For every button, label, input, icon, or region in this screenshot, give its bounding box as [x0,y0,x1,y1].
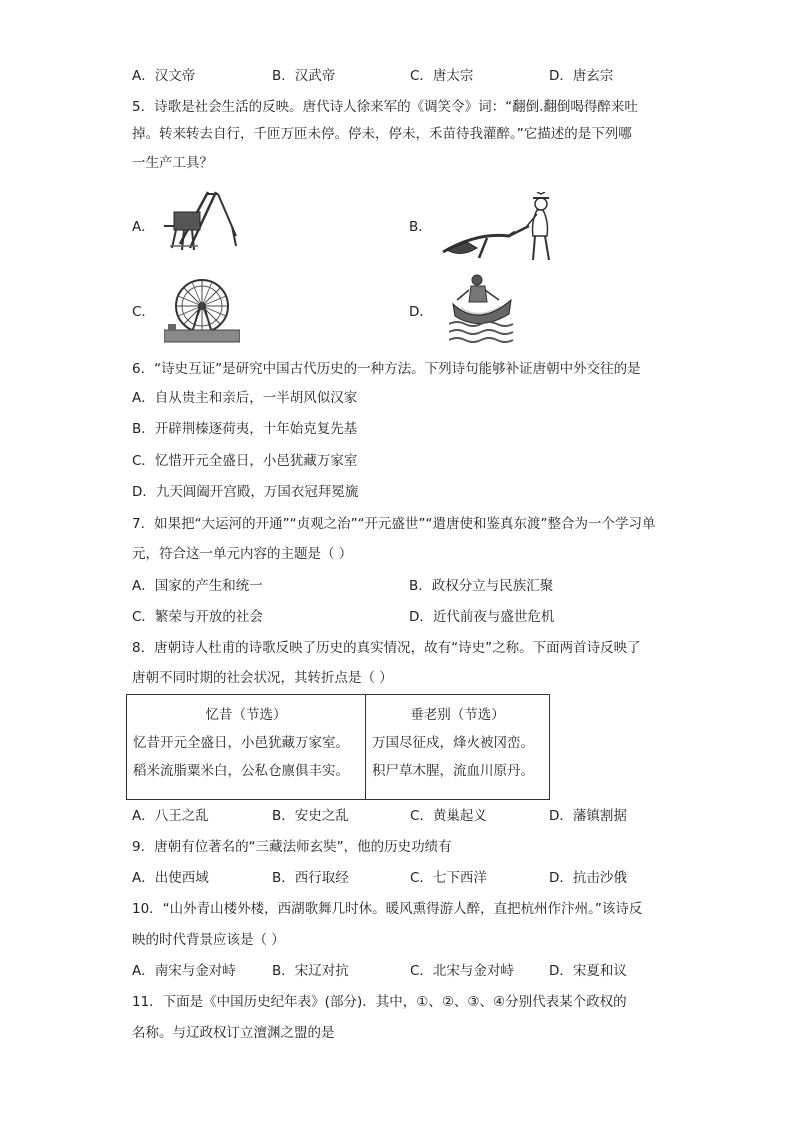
poem-right-line-1: 万国尽征戍，烽火被冈峦。 [372,735,534,751]
q10-option-d[interactable]: D．宋夏和议 [549,963,627,979]
poem-left-line-1: 忆昔开元全盛日，小邑犹藏万家室。 [133,735,349,751]
q8-stem-line-1: 8．唐朝诗人杜甫的诗歌反映了历史的真实情况，故有“诗史”之称。下面两首诗反映了 [132,640,641,656]
q8-option-b[interactable]: B．安史之乱 [272,808,349,824]
q4-option-a[interactable]: A．汉文帝 [132,68,196,84]
q5-option-a-label: A． [132,219,155,235]
q10-stem-line-2: 映的时代背景应该是（ ） [132,932,285,948]
q11-stem-line-2: 名称。与辽政权订立澶渊之盟的是 [132,1025,335,1041]
q8-option-c[interactable]: C．黄巢起义 [410,808,487,824]
q8-stem-line-2: 唐朝不同时期的社会状况，其转折点是（ ） [132,670,393,686]
q10-option-a[interactable]: A．南宋与金对峙 [132,963,236,979]
waterwheel-icon [164,274,240,344]
poem-left-line-2: 稻米流脂粟米白，公私仓廪俱丰实。 [133,763,349,779]
boat-icon [449,270,519,346]
q7-option-d[interactable]: D．近代前夜与盛世危机 [409,609,555,625]
q9-stem: 9．唐朝有位著名的“三藏法师玄奘”，他的历史功绩有 [132,839,452,855]
q11-stem-line-1: 11．下面是《中国历史纪年表》(部分)．其中，①、②、③、④分别代表某个政权的 [132,994,627,1010]
q10-stem-line-1: 10．“山外青山楼外楼，西湖歌舞几时休。暖风熏得游人醉，直把杭州作汴州。”该诗反 [132,901,643,917]
poem-right-line-2: 积尸草木腥，流血川原丹。 [372,763,534,779]
poem-right-title: 垂老别（节选） [410,707,505,723]
poem-left-cell [127,695,366,800]
q6-option-d[interactable]: D．九天阊阖开宫殿，万国衣冠拜冕旒 [132,484,359,500]
q6-option-a[interactable]: A．自从贵主和亲后，一半胡风似汉家 [132,390,358,406]
q5-stem-line-3: 一生产工具？ [132,155,213,171]
q9-option-a[interactable]: A．出使西域 [132,870,209,886]
q5-option-b-label: B． [409,219,432,235]
q9-option-d[interactable]: D．抗击沙俄 [549,870,627,886]
q5-option-c-label: C． [132,304,155,320]
q4-option-d[interactable]: D．唐玄宗 [549,68,614,84]
q7-stem-line-1: 7．如果把“大运河的开通”“贞观之治”“开元盛世”“遣唐使和鉴真东渡”整合为一个学习单 [132,516,656,532]
q6-stem: 6．“诗史互证”是研究中国古代历史的一种方法。下列诗句能够补证唐朝中外交往的是 [132,361,641,377]
q7-stem-line-2: 元，符合这一单元内容的主题是（ ） [132,546,353,562]
q7-option-a[interactable]: A．国家的产生和统一 [132,578,263,594]
q5-option-d-label: D． [409,304,433,320]
q4-option-b[interactable]: B．汉武帝 [272,68,336,84]
q7-option-c[interactable]: C．繁荣与开放的社会 [132,609,263,625]
q8-option-d[interactable]: D．藩镇割据 [549,808,627,824]
q5-option-c[interactable] [132,274,242,344]
q10-option-b[interactable]: B．宋辽对抗 [272,963,349,979]
q6-option-b[interactable]: B．开辟荆榛逐荷夷，十年始克复先基 [132,421,358,437]
q5-stem-line-1: 5．诗歌是社会生活的反映。唐代诗人徐来军的《调笑令》词：“翻倒.翻倒喝得醉来吐 [132,99,638,115]
q9-option-c[interactable]: C．七下西洋 [410,870,487,886]
q6-option-c[interactable]: C．忆惜开元全盛日，小邑犹藏万家室 [132,453,358,469]
q10-option-c[interactable]: C．北宋与金对峙 [410,963,514,979]
q4-option-c[interactable]: C．唐太宗 [410,68,474,84]
q9-option-b[interactable]: B．西行取经 [272,870,349,886]
poem-left-title: 忆昔（节选） [205,707,287,723]
seeder-icon [160,186,242,254]
q5-stem-line-2: 掉。转来转去自行，千匝万匝未停。停未，停未，禾苗待我灌醉。”它描述的是下列哪 [132,126,632,142]
q7-option-b[interactable]: B．政权分立与民族汇聚 [409,578,554,594]
q5-option-a[interactable] [132,186,242,256]
plough-icon [437,192,559,264]
q8-option-a[interactable]: A．八王之乱 [132,808,209,824]
q5-option-d[interactable] [409,270,519,346]
poem-table [126,694,550,800]
poem-right-cell [366,695,550,800]
q5-option-b[interactable] [409,192,559,264]
